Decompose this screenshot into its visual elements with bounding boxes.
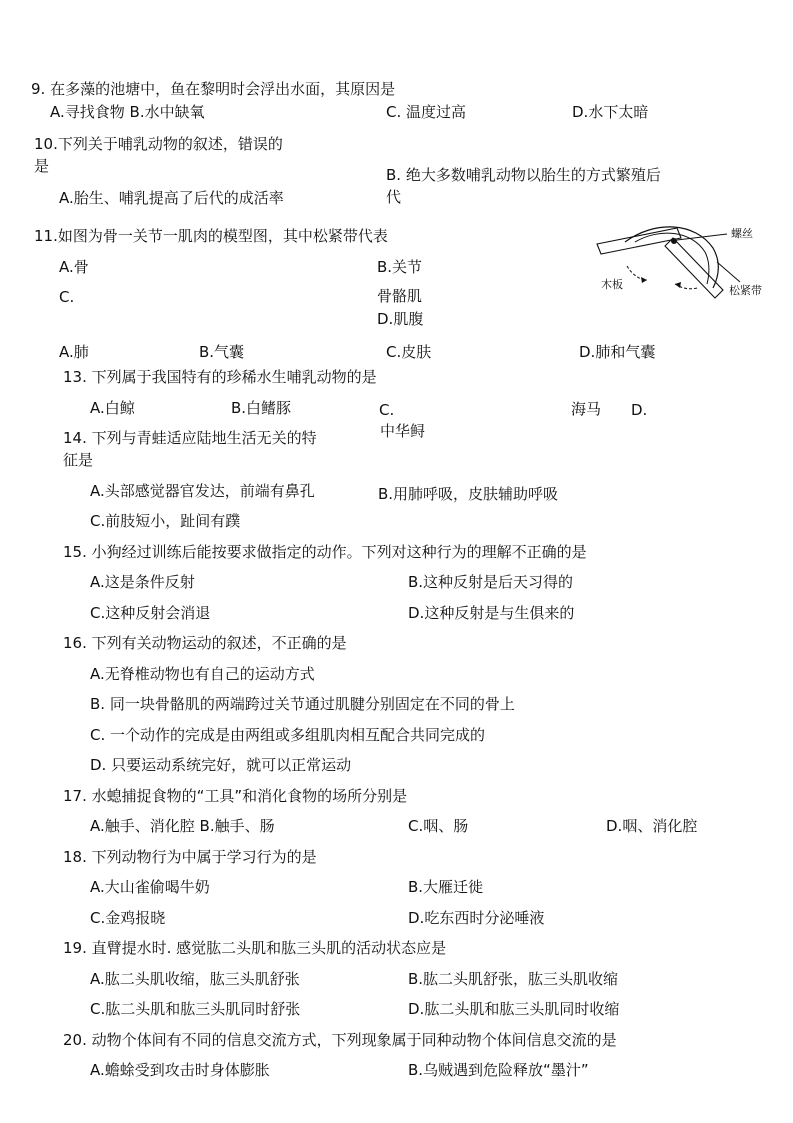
q18-option-c: C.金鸡报晓 <box>90 909 166 927</box>
q16-option-b: B. 同一块骨骼肌的两端跨过关节通过肌腱分别固定在不同的骨上 <box>90 695 515 713</box>
q14-stem-line1: 14. 下列与青蛙适应陆地生活无关的特 <box>63 429 317 447</box>
q11-stem: 11.如图为骨一关节一肌肉的模型图，其中松紧带代表 <box>34 227 388 245</box>
q18-stem: 18. 下列动物行为中属于学习行为的是 <box>63 848 317 866</box>
motion-arrow-left <box>627 266 647 280</box>
q13-option-d-text: 中华鲟 <box>380 422 426 440</box>
label-screw: 螺丝 <box>731 227 753 240</box>
q19-option-c: C.肱二头肌和肱三头肌同时舒张 <box>90 1000 301 1018</box>
q11-option-d: D.肌腹 <box>377 310 424 328</box>
q15-option-b: B.这种反射是后天习得的 <box>408 573 574 591</box>
q14-option-c: C.前肢短小，趾间有蹼 <box>90 512 241 530</box>
q9-option-d: D.水下太暗 <box>572 103 649 121</box>
q18-option-a: A.大山雀偷喝牛奶 <box>90 878 210 896</box>
label-band: 松紧带 <box>729 284 762 297</box>
q10-option-b-line1: B. 绝大多数哺乳动物以胎生的方式繁殖后 <box>386 166 661 184</box>
q13-option-c: C. <box>379 401 395 419</box>
q11-option-c: C. <box>59 288 75 306</box>
q13-option-b: B.白鳍豚 <box>231 399 292 417</box>
q9-option-a-b: A.寻找食物 B.水中缺氧 <box>50 103 205 121</box>
q10-stem-line1: 10.下列关于哺乳动物的叙述，错误的 <box>34 135 283 153</box>
q13-option-d: D. <box>631 401 648 419</box>
q15-option-a: A.这是条件反射 <box>90 573 195 591</box>
q10-option-b-line2: 代 <box>386 188 402 206</box>
q19-stem: 19. 直臂提水时. 感觉肱二头肌和肱三头肌的活动状态应是 <box>63 939 447 957</box>
screw-leader-line <box>677 234 727 240</box>
q16-option-a: A.无脊椎动物也有自己的运动方式 <box>90 665 315 683</box>
q17-stem: 17. 水螅捕捉食物的“工具”和消化食物的场所分别是 <box>63 787 408 805</box>
motion-arrow-left-head <box>641 277 647 283</box>
q13-stem: 13. 下列属于我国特有的珍稀水生哺乳动物的是 <box>63 368 377 386</box>
q11-option-b: B.关节 <box>377 258 423 276</box>
q11-option-c-text: 骨骼肌 <box>377 287 423 305</box>
q17-option-c: C.咽、肠 <box>408 817 469 835</box>
q20-stem: 20. 动物个体间有不同的信息交流方式，下列现象属于同种动物个体间信息交流的是 <box>63 1031 617 1049</box>
q16-option-c: C. 一个动作的完成是由两组或多组肌肉相互配合共同完成的 <box>90 726 486 744</box>
q16-option-d: D. 只要运动系统完好，就可以正常运动 <box>90 756 352 774</box>
screw-dot <box>671 238 677 244</box>
band-leader-line <box>717 262 740 282</box>
q9-option-c: C. 温度过高 <box>386 103 467 121</box>
q17-option-d: D.咽、消化腔 <box>606 817 698 835</box>
q20-option-b: B.乌贼遇到危险释放“墨汁” <box>408 1061 589 1079</box>
q18-option-d: D.吃东西时分泌唾液 <box>408 909 545 927</box>
q15-option-c: C.这种反射会消退 <box>90 604 211 622</box>
q12-option-a: A.肺 <box>59 343 89 361</box>
q17-option-a-b: A.触手、消化腔 B.触手、肠 <box>90 817 275 835</box>
q9-stem: 9. 在多藻的池塘中，鱼在黎明时会浮出水面，其原因是 <box>31 80 396 98</box>
q11-option-a: A.骨 <box>59 258 89 276</box>
q19-option-b: B.肱二头肌舒张，肱三头肌收缩 <box>408 970 619 988</box>
q20-option-a: A.蟾蜍受到攻击时身体膨胀 <box>90 1061 270 1079</box>
q14-option-a: A.头部感觉器官发达，前端有鼻孔 <box>90 482 315 500</box>
q10-stem-line2: 是 <box>34 157 50 175</box>
q19-option-d: D.肱二头肌和肱三头肌同时收缩 <box>408 1000 620 1018</box>
bone-joint-muscle-figure <box>595 218 785 303</box>
q12-option-c: C.皮肤 <box>386 343 432 361</box>
q14-option-b: B.用肺呼吸，皮肤辅助呼吸 <box>378 485 559 503</box>
q14-stem-line2: 征是 <box>63 451 94 469</box>
q15-option-d: D.这种反射是与生俱来的 <box>408 604 575 622</box>
q18-option-b: B.大雁迁徙 <box>408 878 484 896</box>
q16-stem: 16. 下列有关动物运动的叙述，不正确的是 <box>63 634 347 652</box>
q15-stem: 15. 小狗经过训练后能按要求做指定的动作。下列对这种行为的理解不正确的是 <box>63 543 587 561</box>
q13-option-a: A.白鲸 <box>90 399 135 417</box>
label-board: 木板 <box>601 278 623 291</box>
q12-option-d: D.肺和气囊 <box>579 343 656 361</box>
q19-option-a: A.肱二头肌收缩，肱三头肌舒张 <box>90 970 300 988</box>
lower-board-shape <box>665 238 723 298</box>
q10-option-a: A.胎生、哺乳提高了后代的成活率 <box>59 189 284 207</box>
q13-option-c-text: 海马 <box>571 400 602 418</box>
q12-option-b: B.气囊 <box>199 343 245 361</box>
